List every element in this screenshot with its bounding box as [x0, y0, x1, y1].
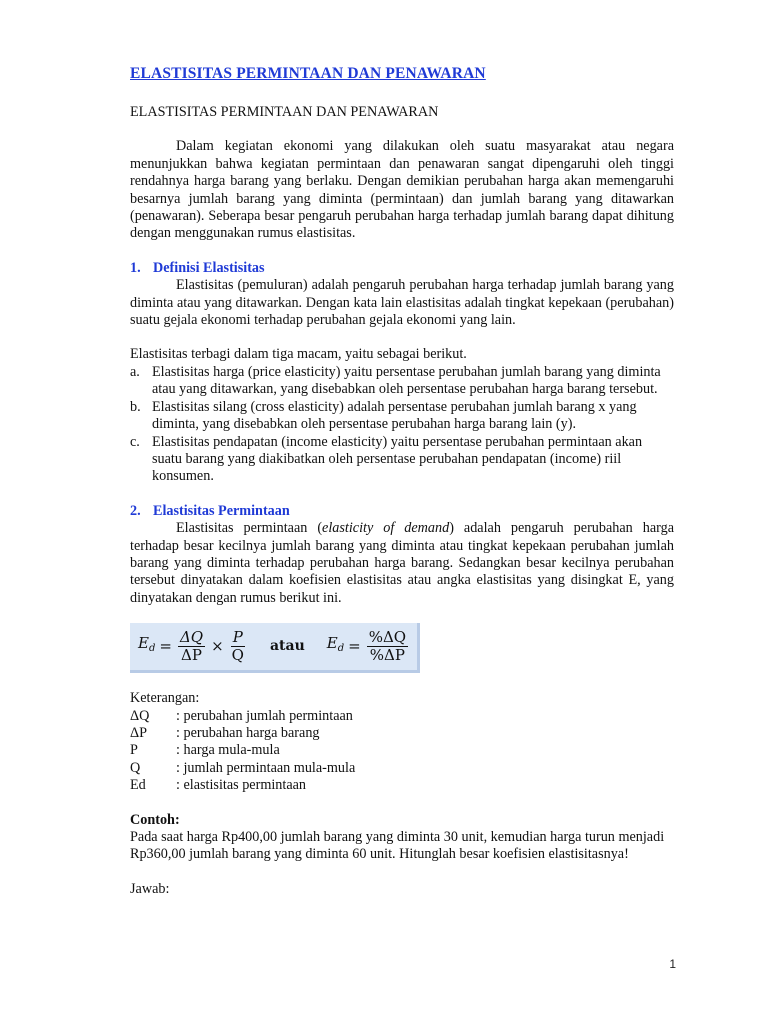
example-heading: Contoh: — [130, 811, 180, 828]
section-1-heading — [130, 260, 674, 277]
section-1-title: Definisi Elastisitas — [153, 259, 265, 276]
formula-numerator: ΔQ — [179, 628, 204, 647]
section-2-body-end: ) adalah pengaruh perubahan harga terhadap besar kecilnya jumlah barang yang diminta atau tingkat kepekaan perubahan jumlah barang yang diminta terhadap perubahan harga barang. Sedangkan besar kecilnya perubahan tersebut dinyatakan dalam koefisien elastisitas atau angka elastisitas yang disingkat E, yang dinyatakan dengan rumus berikut ini. — [130, 520, 674, 606]
legend-heading: Keterangan: — [130, 690, 200, 707]
section-2-heading — [130, 503, 674, 520]
formula-equals: = — [159, 636, 172, 655]
legend-description: : perubahan harga barang — [176, 724, 320, 741]
formula-fraction-ratio — [230, 629, 246, 664]
legend-row — [130, 725, 674, 742]
answer-label: Jawab: — [130, 880, 170, 897]
legend-list — [130, 708, 674, 795]
formula-denominator: Q — [231, 646, 244, 665]
legend-row — [130, 760, 674, 777]
legend-symbol: Q — [130, 759, 141, 776]
formula-lhs: $E_d$ — [138, 634, 156, 655]
legend-description: : jumlah permintaan mula-mula — [176, 759, 356, 776]
elasticity-types-list — [130, 364, 674, 486]
document-subtitle: ELASTISITAS PERMINTAAN DAN PENAWARAN — [130, 104, 439, 120]
intro-paragraph: Dalam kegiatan ekonomi yang dilakukan oleh suatu masyarakat atau negara menunjukkan bahwa kegiatan permintaan dan penawaran sangat dipengaruhi oleh tinggi rendahnya harga barang yang berlaku. Dengan demikian perubahan harga akan memengaruhi besarnya jumlah barang yang diminta (permintaan) dan jumlah barang yang ditawarkan (penawaran). Seberapa besar pengaruh perubahan harga terhadap jumlah barang dapat dihitung dengan menggunakan rumus elastisitas. — [130, 138, 674, 242]
list-marker: a. — [130, 363, 140, 380]
legend-row — [130, 742, 674, 759]
formula-connector: atau — [269, 637, 305, 654]
legend-symbol: ΔQ — [130, 707, 150, 724]
list-item — [130, 399, 674, 434]
list-item-text: Elastisitas harga (price elasticity) yaitu persentase perubahan jumlah barang yang diminta atau yang ditawarkan, yang disebabkan oleh persentase perubahan harga barang tersebut. — [152, 363, 661, 398]
list-item-text: Elastisitas silang (cross elasticity) adalah persentase perubahan jumlah barang x yang diminta, yang disebabkan oleh persentase perubahan harga barang lain (y). — [152, 398, 637, 433]
section-1-number: 1. — [130, 259, 141, 276]
formula-numerator: %ΔQ — [368, 628, 407, 647]
elasticity-formula — [130, 623, 420, 673]
formula-denominator: %ΔP — [369, 646, 405, 665]
formula-numerator: P — [232, 628, 243, 647]
list-item — [130, 364, 674, 399]
legend-symbol: P — [130, 742, 138, 759]
legend-row — [130, 708, 674, 725]
section-2-body — [130, 520, 674, 607]
formula-lhs-2: $E_d$ — [326, 634, 345, 655]
section-2-title: Elastisitas Permintaan — [153, 502, 290, 519]
section-2-body-italic: elasticity of demand — [322, 520, 450, 537]
legend-description: : elastisitas permintaan — [176, 777, 307, 794]
section-1-body: Elastisitas (pemuluran) adalah pengaruh perubahan harga terhadap jumlah barang yang diminta atau yang ditawarkan. Dengan kata lain elastisitas adalah tingkat kepekaan (perubahan) suatu gejala ekonomi terhadap perubahan gejala ekonomi yang lain. — [130, 277, 674, 329]
formula-equals-2: = — [348, 636, 361, 655]
section-2-number: 2. — [130, 502, 141, 519]
formula-denominator: ΔP — [181, 646, 202, 665]
page-content — [130, 64, 674, 898]
elasticity-types-intro: Elastisitas terbagi dalam tiga macam, yaitu sebagai berikut. — [130, 346, 467, 363]
legend-description: : harga mula-mula — [176, 742, 280, 759]
page-number: 1 — [669, 957, 676, 971]
formula-expression — [138, 629, 410, 664]
legend-symbol: ΔP — [130, 724, 148, 741]
legend-description: : perubahan jumlah permintaan — [176, 707, 353, 724]
section-2-body-start: Elastisitas permintaan ( — [176, 520, 323, 537]
formula-times: × — [211, 636, 224, 655]
list-marker: c. — [130, 433, 140, 450]
list-item-text: Elastisitas pendapatan (income elasticity) yaitu persentase perubahan permintaan akan suatu barang yang diakibatkan oleh persentase perubahan pendapatan (income) riil konsumen. — [152, 433, 643, 485]
example-text: Pada saat harga Rp400,00 jumlah barang yang diminta 30 unit, kemudian harga turun menjadi Rp360,00 jumlah barang yang diminta 60 unit. Hitunglah besar koefisien elastisitasnya! — [130, 829, 665, 863]
formula-fraction-delta — [178, 629, 205, 664]
legend-symbol: Ed — [130, 777, 146, 794]
legend-row — [130, 777, 674, 794]
list-marker: b. — [130, 398, 141, 415]
formula-fraction-percent — [367, 629, 408, 664]
document-title: ELASTISITAS PERMINTAAN DAN PENAWARAN — [130, 65, 486, 82]
list-item — [130, 434, 674, 486]
